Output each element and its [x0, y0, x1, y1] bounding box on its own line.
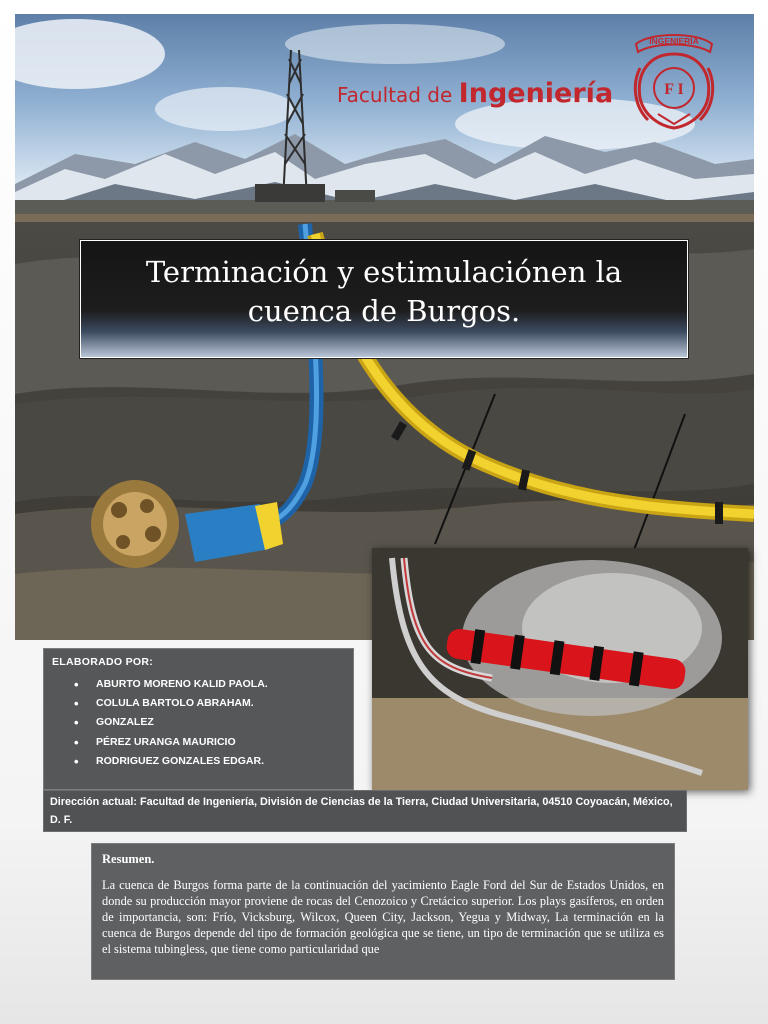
unam-engineering-seal: [630, 28, 718, 132]
address-text: Dirección actual: Facultad de Ingeniería, División de Ciencias de la Tierra, Ciudad Universitaria, 04510 Coyoacán, México, D. F.: [50, 796, 673, 826]
abstract-body: La cuenca de Burgos forma parte de la continuación del yacimiento Eagle Ford del Sur de Estados Unidos, en donde su producción mayor proviene de rocas del Cenozoico y Cretácico superior. Los plays gasíferos, en orden de importancia, son: Frío, Vicksburg, Wilcox, Queen City, Jackson, Yegua y Midway, La terminación en la cuenca de Burgos depende del tipo de formación geológica que se tiene, un tipo de terminación que se utiliza es el sistema tubingless, que tiene como particularidad que: [102, 878, 664, 956]
authors-panel: [43, 648, 354, 790]
seal-initials: F I: [664, 81, 684, 98]
author-item: • COLULA BARTOLO ABRAHAM.: [56, 694, 268, 713]
faculty-heading: [337, 78, 613, 109]
inset-illustration: [372, 548, 748, 790]
author-item: • ABURTO MORENO KALID PAOLA.: [56, 675, 268, 694]
address-bar: [43, 790, 687, 832]
abstract-title: Resumen.: [102, 852, 155, 866]
authors-list: [56, 675, 268, 771]
author-item: • RODRIGUEZ GONZALES EDGAR.: [56, 752, 268, 771]
title-line-2: cuenca de Burgos.: [247, 294, 521, 328]
seal-lettering: INGENIERIA: [649, 36, 699, 46]
title-banner: [80, 240, 688, 358]
title-line-1: Terminación y estimulaciónen la: [145, 255, 623, 289]
document-title: [81, 253, 687, 331]
faculty-prefix: Facultad de: [337, 83, 459, 107]
faculty-name: Ingeniería: [458, 78, 614, 109]
wellbore-tool-graphic: [372, 548, 748, 790]
author-item: • GONZALEZ: [56, 713, 268, 732]
abstract-panel: [92, 844, 674, 979]
author-item: • PÉREZ URANGA MAURICIO: [56, 733, 268, 752]
authors-label: ELABORADO POR:: [52, 656, 154, 668]
